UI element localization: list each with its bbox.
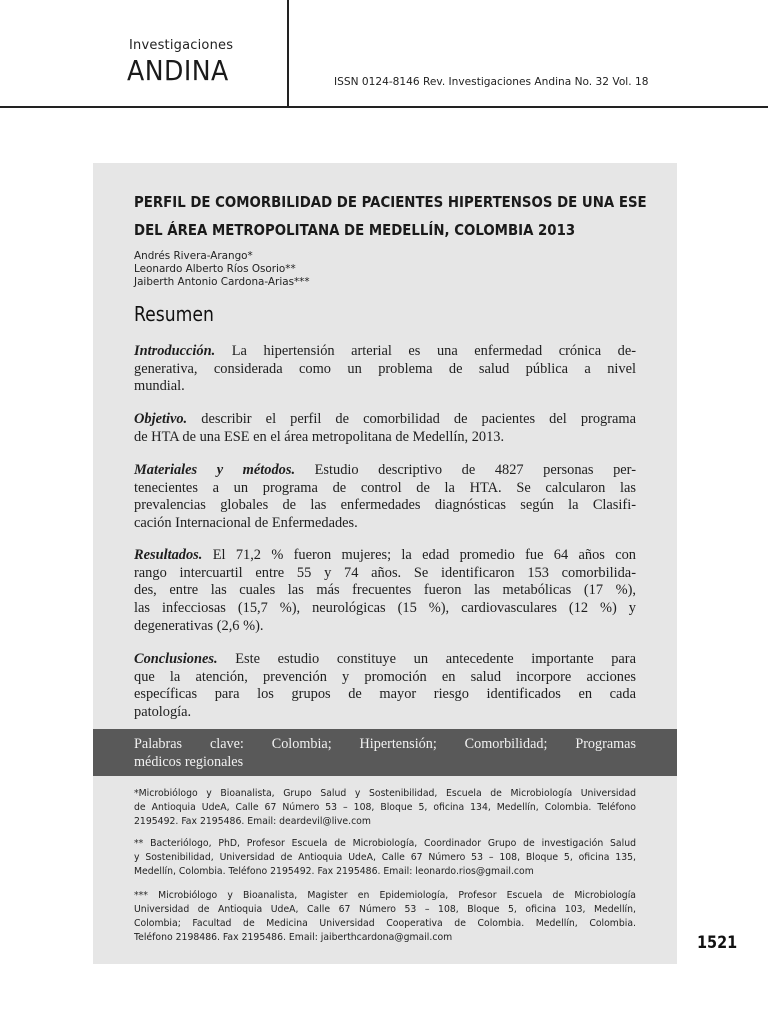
paragraph-text: Estudio descriptivo de 4827 personas per- (295, 462, 636, 478)
author-footnote (134, 787, 636, 829)
footnote-line: *Microbiólogo y Bioanalista, Grupo Salud y Sostenibilidad, Escuela de Microbiología Universidad (134, 788, 636, 799)
footnote-line: *** Microbiólogo y Bioanalista, Magister en Epidemiología, Profesor Escuela de Microbiología (134, 890, 636, 901)
footnote-line: ** Bacteriólogo, PhD, Profesor Escuela de Microbiología, Coordinador Grupo de investigación Salud (134, 838, 636, 849)
keywords-line: médicos regionales (134, 753, 244, 770)
page-number: 1521 (697, 933, 738, 953)
author-footnote (134, 837, 636, 879)
paragraph-line: patología. (134, 704, 192, 721)
paragraph-line: mundial. (134, 378, 185, 395)
paragraph-line: tenecientes a un programa de control de la HTA. Se calcularon las (134, 479, 636, 496)
paragraph-line: las infecciosas (15,7 %), neurológicas (15 %), cardiovasculares (12 %) y (134, 600, 636, 617)
paragraph-line: específicas para los grupos de mayor riesgo identificados en cada (134, 686, 636, 703)
header-vertical-rule (287, 0, 289, 108)
paragraph-line: rango intercuartil entre 55 y 74 años. Se identificaron 153 comorbilida- (134, 564, 636, 581)
abstract-objective (134, 411, 636, 446)
keywords-line: Palabras clave: Colombia; Hipertensión; Comorbilidad; Programas (134, 736, 636, 752)
abstract-results (134, 547, 636, 636)
footnote-line: Medellín, Colombia. Teléfono 2195492. Fax 2195486. Email: leonardo.rios@gmail.com (134, 866, 534, 878)
abstract-conclusions (134, 651, 636, 722)
author-name: Jaiberth Antonio Cardona-Arias*** (134, 276, 310, 288)
author-footnote (134, 889, 636, 945)
footnote-line: Colombia; Facultad de Medicina Universidad Cooperativa de Colombia. Medellín, Colombia. (134, 918, 636, 930)
paragraph-line: des, entre las cuales las más frecuentes fueron las metabólicas (17 %), (134, 582, 636, 599)
footnote-line: Universidad de Antioquia UdeA, Calle 67 Número 53 – 108, Bloque 5, oficina 103, Medellín, (134, 904, 636, 916)
paragraph-text: Este estudio constituye un antecedente importante para (217, 651, 636, 667)
section-label: Resultados. (134, 547, 203, 563)
paragraph-line: cación Internacional de Enfermedades. (134, 515, 358, 532)
section-label: Conclusiones. (134, 651, 218, 667)
author-name: Andrés Rivera-Arango* (134, 250, 253, 262)
article-title (134, 188, 647, 244)
footnote-line: Teléfono 2198486. Fax 2195486. Email: jaiberthcardona@gmail.com (134, 932, 453, 944)
paragraph-text: La hipertensión arterial es una enfermedad crónica de- (215, 343, 636, 359)
paragraph-line: que la atención, prevención y promoción en salud incorpore acciones (134, 668, 636, 685)
section-label: Materiales y métodos. (134, 462, 296, 478)
section-label: Introducción. (134, 343, 216, 359)
footnote-line: de Antioquia UdeA, Calle 67 Número 53 – 108, Bloque 5, oficina 134, Medellín, Colombia. Teléfono (134, 802, 636, 814)
section-label: Objetivo. (134, 411, 188, 427)
header-horizontal-rule (0, 106, 768, 108)
journal-logo-small: Investigaciones (129, 38, 234, 53)
abstract-methods (134, 462, 636, 533)
paragraph-text: describir el perfil de comorbilidad de pacientes del programa (187, 411, 636, 427)
paragraph-line: degenerativas (2,6 %). (134, 617, 264, 634)
footnote-line: 2195492. Fax 2195486. Email: deardevil@live.com (134, 816, 371, 828)
keywords (134, 736, 636, 771)
title-line: PERFIL DE COMORBILIDAD DE PACIENTES HIPERTENSOS DE UNA ESE (134, 193, 647, 211)
paragraph-text: El 71,2 % fueron mujeres; la edad promedio fue 64 años con (202, 547, 636, 563)
author-list (134, 250, 310, 289)
abstract-heading: Resumen (134, 302, 214, 326)
abstract-introduction (134, 343, 636, 396)
paragraph-line: prevalencias globales de las enfermedades diagnósticas según la Clasifi- (134, 497, 636, 514)
paragraph-line: de HTA de una ESE en el área metropolitana de Medellín, 2013. (134, 428, 505, 445)
journal-logo-big: ANDINA (127, 54, 229, 87)
issn-line: ISSN 0124-8146 Rev. Investigaciones Andina No. 32 Vol. 18 (334, 76, 649, 88)
author-name: Leonardo Alberto Ríos Osorio** (134, 263, 296, 275)
footnote-line: y Sostenibilidad, Universidad de Antioquia UdeA, Calle 67 Número 53 – 108, Bloque 5, oficina 135, (134, 852, 636, 864)
title-line: DEL ÁREA METROPOLITANA DE MEDELLÍN, COLOMBIA 2013 (134, 221, 576, 239)
paragraph-line: generativa, considerada como un problema de salud pública a nivel (134, 360, 636, 377)
